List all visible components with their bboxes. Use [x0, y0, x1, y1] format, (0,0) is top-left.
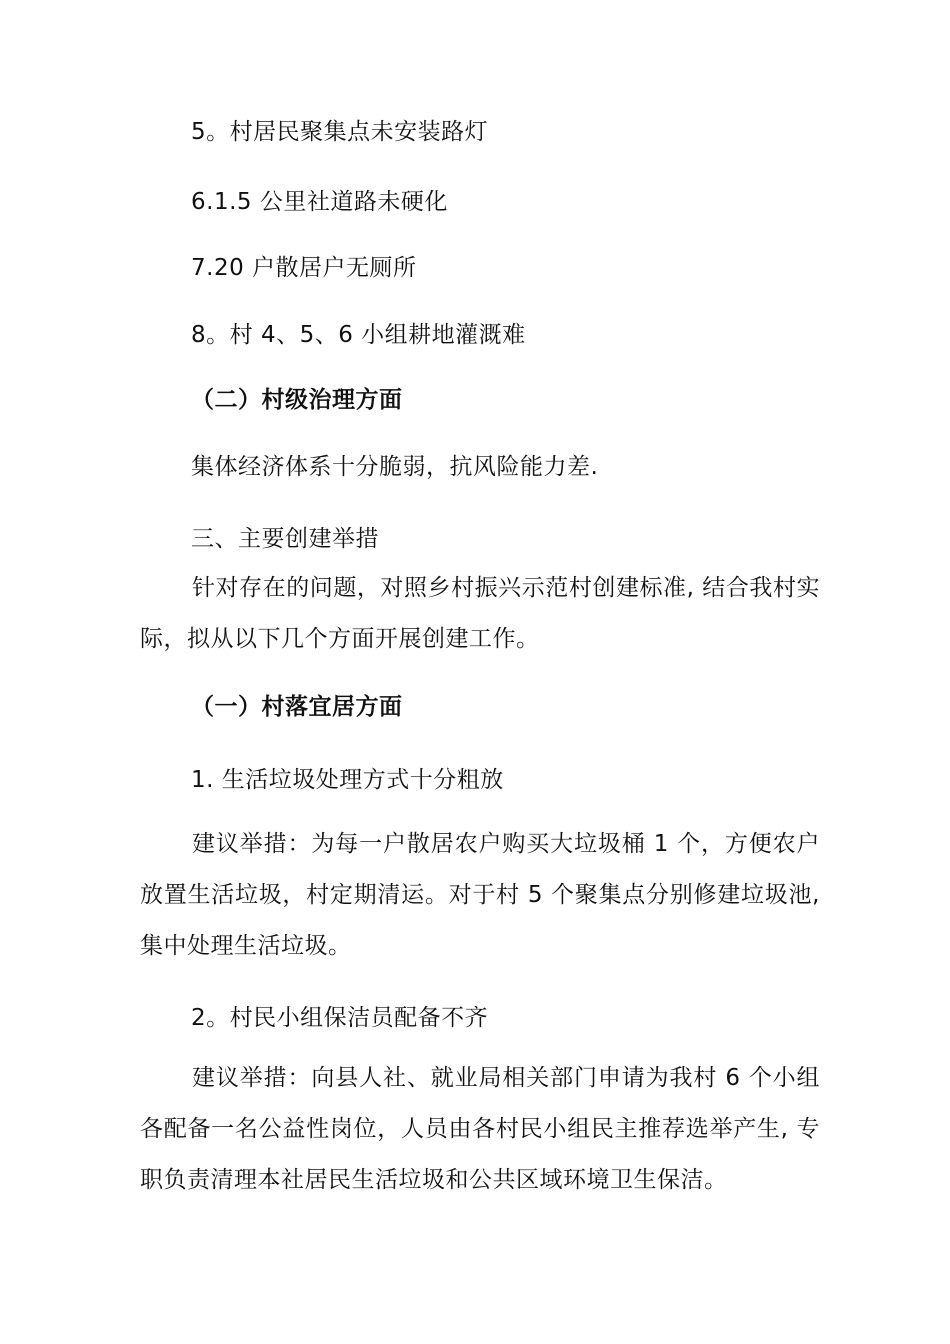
livability-subheading: （一）村落宜居方面	[191, 694, 403, 720]
governance-text: 集体经济体系十分脆弱，抗风险能力差.	[191, 454, 599, 480]
list-item-6: 6.1.5 公里社道路未硬化	[191, 189, 448, 215]
measures-intro-paragraph: 针对存在的问题，对照乡村振兴示范村创建标准, 结合我村实际，拟从以下几个方面开展创建工作。	[140, 575, 820, 652]
point1-title: 1. 生活垃圾处理方式十分粗放	[191, 767, 504, 793]
point1-measure-paragraph: 建议举措：为每一户散居农户购买大垃圾桶 1 个，方便农户放置生活垃圾，村定期清运。对于村 5 个聚集点分别修建垃圾池, 集中处理生活垃圾。	[140, 831, 820, 959]
list-item-7: 7.20 户散居户无厕所	[191, 255, 417, 281]
list-item-5: 5。村居民聚集点未安装路灯	[191, 119, 489, 145]
governance-heading: （二）村级治理方面	[191, 387, 403, 413]
list-item-8: 8。村 4、5、6 小组耕地灌溉难	[191, 322, 526, 348]
measures-heading: 三、主要创建举措	[191, 526, 379, 552]
point2-title: 2。村民小组保洁员配备不齐	[191, 1005, 489, 1031]
point2-measure-paragraph: 建议举措：向县人社、就业局相关部门申请为我村 6 个小组各配备一名公益性岗位，人员由各村民小组民主推荐选举产生, 专职负责清理本社居民生活垃圾和公共区域环境卫生保洁。	[140, 1065, 820, 1193]
